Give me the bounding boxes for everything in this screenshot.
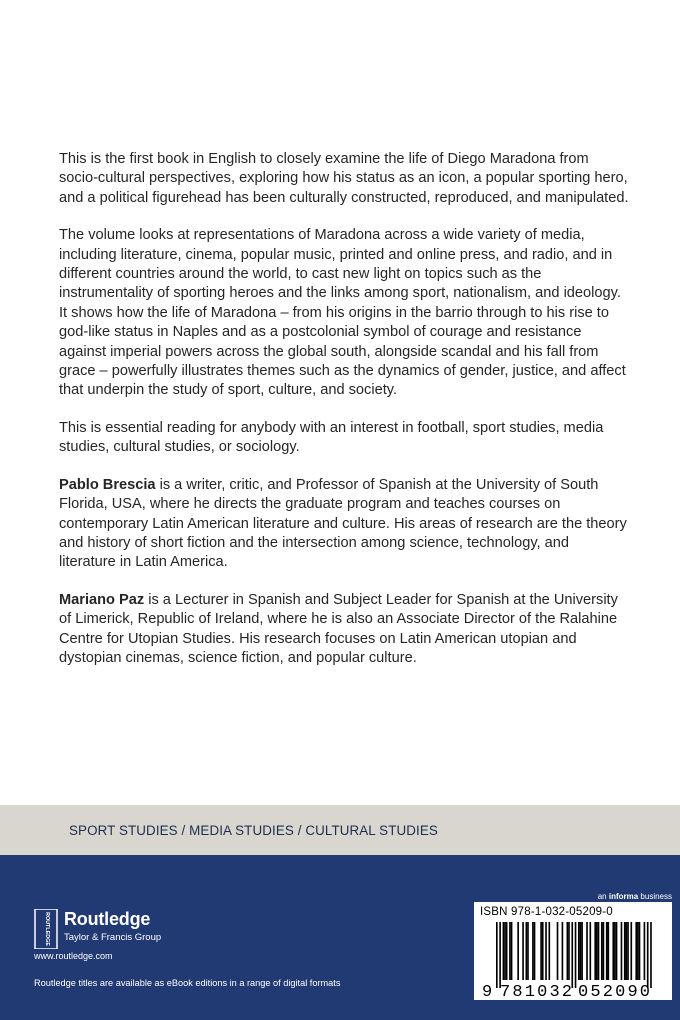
barcode-guard-bar (650, 922, 652, 988)
informa-tagline (598, 892, 672, 901)
barcode-bar (586, 922, 588, 980)
author-name: Mariano Paz (59, 591, 145, 608)
barcode-bar (594, 922, 596, 980)
barcode-bar (542, 922, 544, 980)
barcode-guard-bar (499, 922, 501, 988)
barcode-bar (606, 922, 608, 980)
barcode-bar (527, 922, 529, 980)
barcode-bar (598, 922, 600, 980)
barcode-bar (581, 922, 583, 980)
barcode-bar (532, 922, 534, 980)
barcode-bar (626, 922, 628, 980)
barcode-bar (580, 922, 582, 980)
routledge-mark-icon (34, 909, 58, 949)
barcode-bar (540, 922, 542, 980)
barcode-bar (557, 922, 559, 980)
barcode-digit-first: 9 (482, 983, 493, 1000)
informa-brand: informa (608, 892, 639, 901)
barcode-bar (601, 922, 603, 980)
description-paragraph-3: This is essential reading for anybody with an interest in football, sport studies, media studies, cultural studies, or sociology. (59, 419, 604, 456)
barcode-bar (608, 922, 610, 980)
barcode-guard-bar (647, 922, 649, 988)
publisher-name: Routledge (64, 909, 151, 929)
barcode-bar (504, 922, 506, 980)
barcode-bar (596, 922, 598, 980)
barcode-guard-bar (571, 922, 573, 988)
barcode-digits-right: 052090 (578, 983, 650, 1000)
barcode-bar (526, 922, 528, 980)
barcode-graphic (474, 902, 672, 1000)
isbn-label: ISBN 978-1-032-05209-0 (480, 906, 613, 918)
publisher-group: Taylor & Francis Group (64, 932, 162, 943)
barcode-bar (627, 922, 629, 980)
barcode-guard-bar (496, 922, 498, 988)
barcode-bar (616, 922, 618, 980)
barcode-bar (612, 922, 614, 980)
barcode-bar (624, 922, 626, 980)
barcode-bar (630, 922, 632, 980)
barcode-bar (545, 922, 547, 980)
barcode-guard-bar (575, 922, 577, 988)
barcode-bar (548, 922, 550, 980)
barcode-bar (511, 922, 513, 980)
barcode-bar (578, 922, 580, 980)
barcode-bar (621, 922, 623, 980)
subject-band (0, 805, 680, 855)
barcode-bar (644, 922, 646, 980)
barcode-bar (503, 922, 505, 980)
author-bio-text: is a Lecturer in Spanish and Subject Leader for Spanish at the University of Limerick, Republic of Ireland, where he is also an Associate Director of the Ralahine Centre for Utopian Studies. His research focuses on Latin American utopian and dystopian cinemas, science fiction, and popular culture. (59, 591, 618, 666)
barcode-bar (603, 922, 605, 980)
barcode-bar (567, 922, 569, 980)
barcode-bar (522, 922, 524, 980)
author-bio-1 (59, 476, 629, 573)
barcode-bar (506, 922, 508, 980)
barcode-bar (509, 922, 511, 980)
subject-categories: SPORT STUDIES / MEDIA STUDIES / CULTURAL STUDIES (69, 823, 438, 838)
barcode-digits-left: 781032 (500, 983, 572, 1000)
barcode-bar (614, 922, 616, 980)
publisher-url: www.routledge.com (34, 951, 113, 961)
description-paragraph-2: The volume looks at representations of Maradona across a wide variety of media, including literature, cinema, popular music, printed and online press, and radio, and in different countries around the world, to cast new light on topics such as the instrumentality of sporting heroes and the links among sport, nationalism, and ideology. It shows how the life of Maradona – from his origins in the barrio through to his rise to god-like status in Naples and as a postcolonial symbol of courage and resistance against imperial powers across the global south, alongside scandal and his fall from grace – powerfully illustrates themes such as the dynamics of gender, justice, and affect that underpin the study of sport, culture, and society. (59, 227, 626, 399)
author-name: Pablo Brescia (59, 476, 156, 493)
barcode-bar (534, 922, 536, 980)
barcode-bar (639, 922, 641, 980)
isbn-barcode (474, 902, 672, 1000)
routledge-logo (34, 909, 184, 949)
barcode-bar (635, 922, 637, 980)
barcode-bar (562, 922, 564, 980)
author-bio-text: is a writer, critic, and Professor of Spanish at the University of South Florida, USA, where he directs the graduate program and teaches courses on contemporary Latin American literature and culture. His areas of research are the theory and history of short fiction and the intersection among science, technology, and literature in Latin America. (59, 476, 627, 571)
routledge-mark-letters: ROUTLEDGE (44, 912, 50, 946)
author-bio-2 (59, 591, 629, 669)
barcode-bar (589, 922, 591, 980)
back-cover-blurb (59, 150, 629, 686)
barcode-bar (517, 922, 519, 980)
barcode-bar (568, 922, 570, 980)
informa-suffix: business (638, 892, 672, 901)
informa-prefix: an (597, 892, 609, 901)
barcode-bar (637, 922, 639, 980)
ebook-note: Routledge titles are available as eBook editions in a range of digital formats (34, 978, 341, 988)
publisher-footer (0, 855, 680, 1020)
description-paragraph-1: This is the first book in English to closely examine the life of Diego Maradona from socio-cultural perspectives, exploring how his status as an icon, a popular sporting hero, and a political figurehead has been culturally constructed, reproduced, and manipulated. (59, 151, 629, 206)
